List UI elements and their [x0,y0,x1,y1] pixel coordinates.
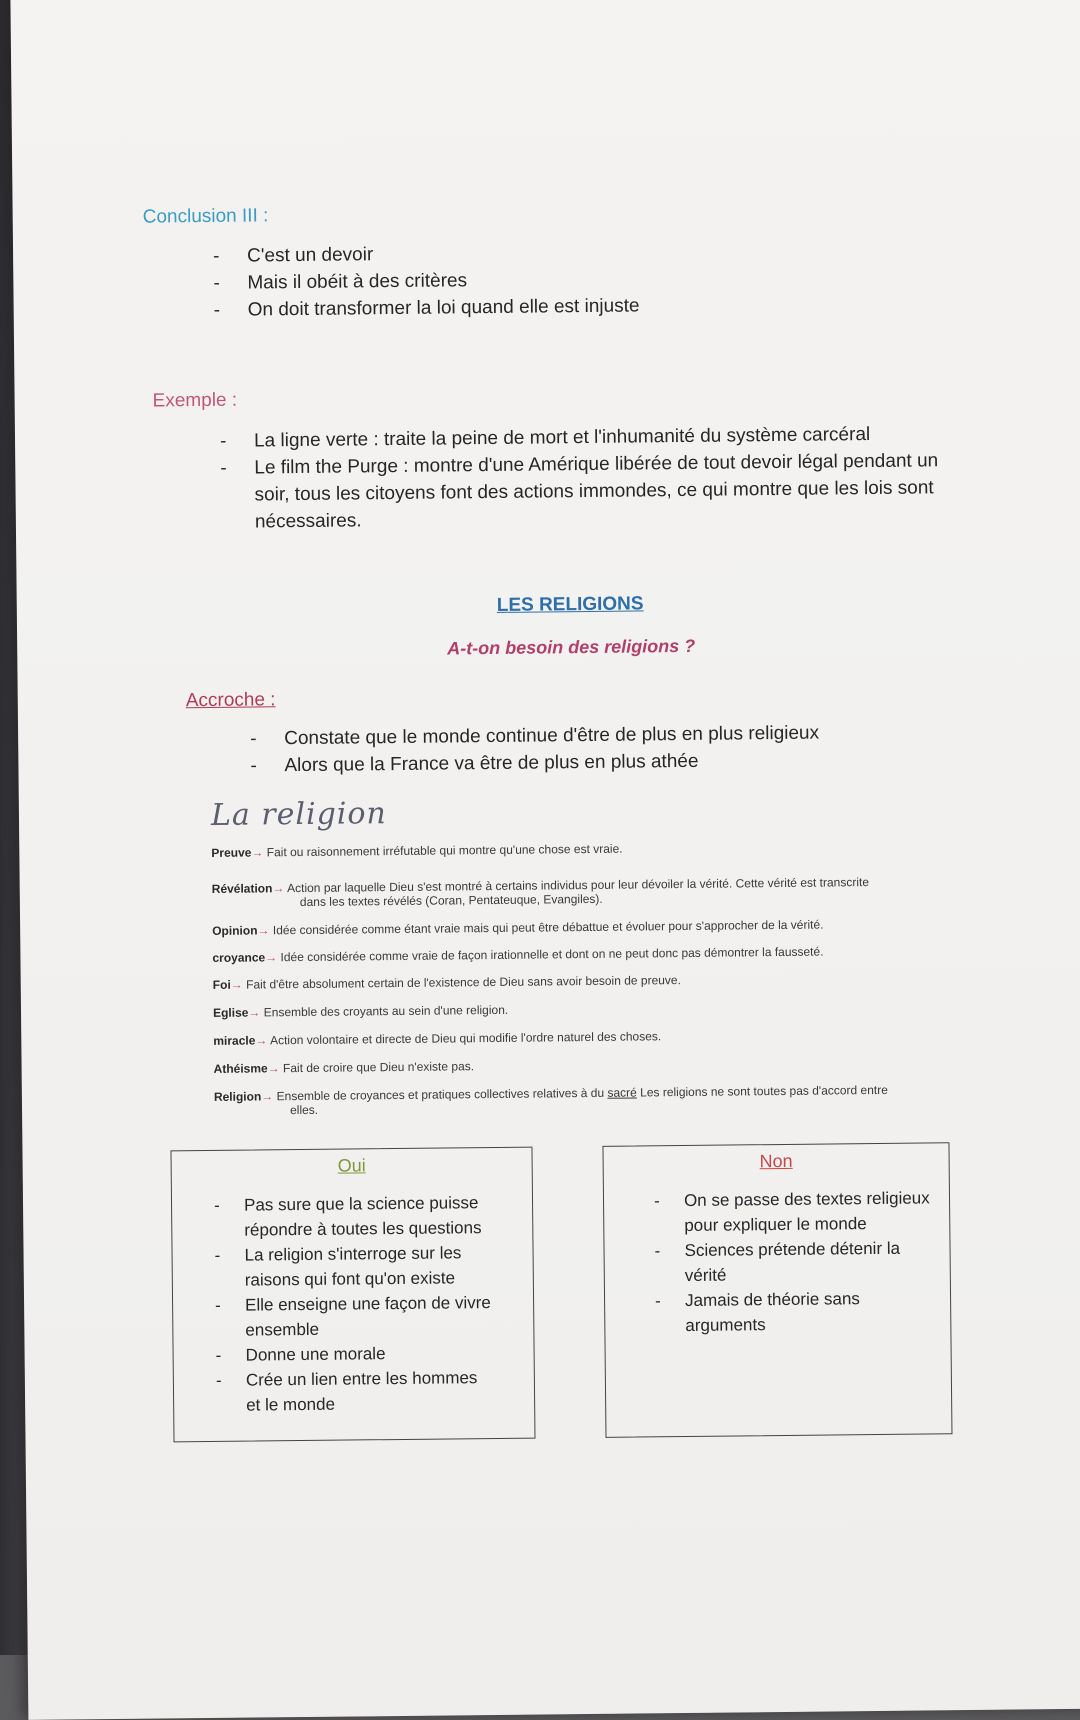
exemple-list [220,420,981,536]
definition-row: Révélation→ Action par laquelle Dieu s'est montré à certains individus pour leur dévoiler la vérité. Cette vérité est transcrite dans les textes révélés (Coran, Pentateuque, Evangiles). [211,875,870,910]
list-item: - La religion s'interroge sur les raisons qui font qu'on existe [214,1243,462,1290]
non-box [602,1142,952,1438]
list-item: - Le film the Purge : montre d'une Amérique libérée de tout devoir légal pendant un soir, tous les citoyens font des actions immondes, ce qui montre que les lois sont nécessaires. [220,450,939,533]
list-item: - Mais il obéit à des critères [213,263,913,297]
list-item: - On doit transformer la loi quand elle est injuste [214,290,914,324]
list-item: - Constate que le monde continue d'être de plus en plus religieux [250,718,970,753]
definitions-list [211,838,1014,1118]
list-item: - C'est un devoir [213,236,913,270]
list-item: - Sciences prétende détenir la vérité [654,1238,901,1286]
list-item: - Crée un lien entre les hommes et le monde [215,1368,478,1415]
list-item: - Jamais de théorie sans arguments [654,1289,860,1336]
definitions-title: La religion [210,796,387,833]
non-list [653,1185,946,1338]
section-question: A-t-on besoin des religions ? [447,635,696,659]
accroche-heading: Accroche : [185,689,276,712]
conclusion-list [213,236,914,324]
definition-row: Foi→ Fait d'être absolument certain de l'existence de Dieu sans avoir besoin de preuve. [212,973,681,992]
definition-row: miracle→ Action volontaire et directe de Dieu qui modifie l'ordre naturel des choses. [213,1029,662,1048]
definition-row: Religion→ Ensemble de croyances et pratiques collectives relatives à du sacré Les religions ne sont toutes pas d'accord entre elles. [213,1082,888,1118]
definition-row: Eglise→ Ensemble des croyants au sein d'une religion. [212,1002,509,1020]
oui-list [213,1190,531,1418]
list-item: - Elle enseigne une façon de vivre ensemble [215,1293,491,1340]
list-item: - Donne une morale [215,1344,386,1365]
non-title: Non [759,1150,793,1172]
accroche-list [250,718,971,780]
definition-row: croyance→ Idée considérée comme vraie de façon irationnelle et dont on ne peut donc pas démontrer la fausseté. [212,944,824,965]
list-item: - La ligne verte : traite la peine de mort et l'inhumanité du système carcéral [219,424,871,452]
exemple-heading: Exemple : [152,389,238,412]
notes-page [10,0,1080,1720]
oui-box [170,1147,535,1443]
definition-row: Opinion→ Idée considérée comme étant vraie mais qui peut être débattue et évoluer pour s'approcher de la vérité. [212,917,824,938]
list-item: - Alors que la France va être de plus en plus athée [250,745,970,780]
list-item: - Pas sure que la science puisse répondre à toutes les questions [213,1193,482,1240]
oui-title: Oui [337,1155,366,1176]
conclusion-heading: Conclusion III : [142,205,269,228]
definition-row: Preuve→ Fait ou raisonnement irréfutable qui montre qu'une chose est vraie. [211,841,623,860]
definition-row: Athéisme→ Fait de croire que Dieu n'existe pas. [213,1059,475,1076]
list-item: - On se passe des textes religieux pour expliquer le monde [653,1188,930,1236]
page-title: LES RELIGIONS [496,593,644,616]
